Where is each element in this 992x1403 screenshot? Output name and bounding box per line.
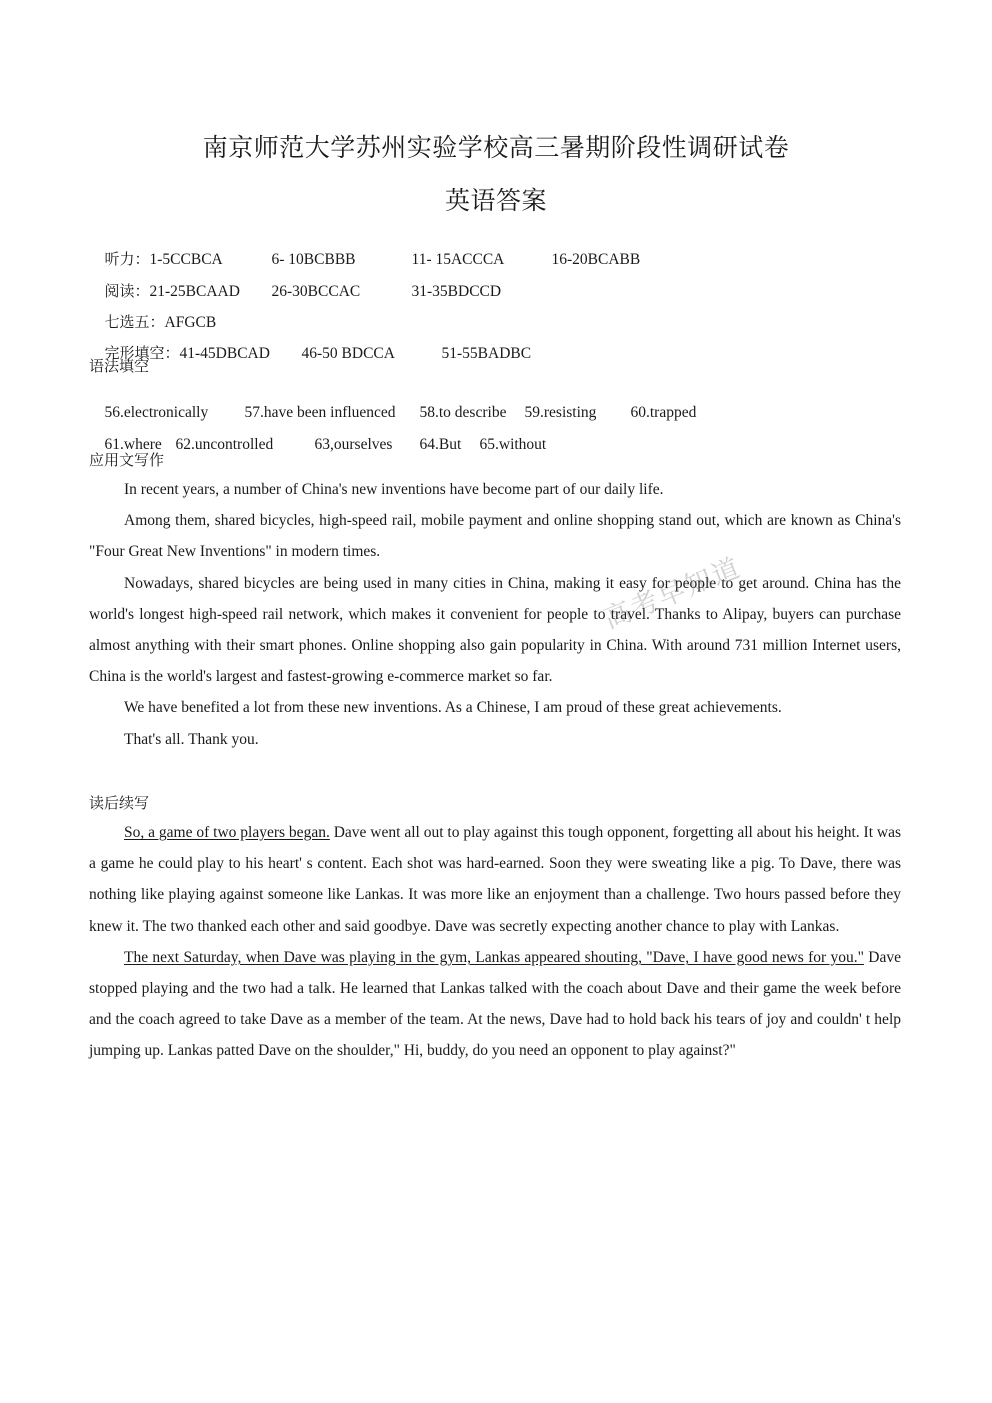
cloze-group-1: 41-45DBCAD — [179, 345, 270, 362]
watermark-logo: 高考早知道 — [599, 552, 746, 636]
document-title: 南京师范大学苏州实验学校高三暑期阶段性调研试卷 — [202, 133, 790, 162]
practical-writing-label: 应用文写作 — [89, 451, 165, 469]
essay-paragraph: We have benefited a lot from these new inventions. As a Chinese, I am proud of these great achievements. — [124, 699, 782, 717]
reading-label: 阅读： — [104, 282, 150, 300]
grammar-answer: 65.without — [479, 436, 547, 453]
reading-group-1: 21-25BCAAD — [149, 283, 240, 300]
cloze-group-3: 51-55BADBC — [441, 345, 532, 362]
grammar-answer: 62.uncontrolled — [175, 436, 274, 453]
document-subtitle: 英语答案 — [444, 186, 547, 215]
listening-group-2: 6- 10BCBBB — [271, 251, 356, 268]
reading-group-2: 26-30BCCAC — [271, 283, 361, 300]
story-text: Dave stopped playing and the two had a talk. He learned that Lankas talked with the coach about Dave and their game the week before and the coach agreed to take Dave as a member of the team. At the news, Dave had to hold back his tears of joy and couldn' t help jumping up. Lankas patted Dave on the shoulder," Hi, buddy, do you need an opponent to play against?" — [89, 948, 902, 1060]
essay-paragraph: Among them, shared bicycles, high-speed rail, mobile payment and online shopping stand out, which are known as China's "Four Great New Inventions" in modern times. — [89, 512, 901, 561]
seven-choose-five-label: 七选五： — [104, 313, 165, 331]
story-text: Dave went all out to play against this tough opponent, forgetting all about his height. It was a game he could play to his heart' s content. Each shot was hard-earned. Soon they were sweating like a pig. To Dave, there was nothing like playing against someone like Lankas. It was more like an enjoyment than a challenge. Two hours passed before they knew it. The two thanked each other and said goodbye. Dave was secretly expecting another chance to play with Lankas. — [89, 824, 902, 935]
cloze-answers — [89, 324, 531, 381]
listening-group-4: 16-20BCABB — [551, 251, 641, 268]
essay-paragraph: Nowadays, shared bicycles are being used in many cities in China, making it easy for people to get around. China has the world's longest high-speed rail network, which makes it convenient for people to travel. Thanks to Alipay, buyers can purchase almost anything with their smart phones. Online shopping also gain popularity in China. With around 731 million Internet users, China is the world's largest and fastest-growing e-commerce market so far. — [89, 574, 901, 686]
grammar-answer: 60.trapped — [630, 404, 697, 421]
listening-label: 听力： — [104, 250, 150, 268]
reading-group-3: 31-35BDCCD — [411, 283, 502, 300]
grammar-answer: 63,ourselves — [314, 436, 393, 453]
essay-paragraph: In recent years, a number of China's new inventions have become part of our daily life. — [124, 481, 664, 498]
grammar-section-label: 语法填空 — [89, 357, 150, 375]
cloze-group-2: 46-50 BDCCA — [301, 345, 395, 362]
grammar-answer: 57.have been influenced — [244, 404, 396, 421]
seven-choose-five-value: AFGCB — [164, 314, 217, 331]
listening-group-1: 1-5CCBCA — [149, 251, 223, 268]
listening-group-3: 11- 15ACCCA — [411, 251, 505, 268]
story-paragraph — [89, 817, 901, 942]
story-paragraph — [89, 942, 901, 1067]
grammar-answer: 61.where — [104, 436, 162, 453]
continuation-writing-label: 读后续写 — [89, 794, 150, 812]
continuation-writing-essay — [89, 817, 901, 1067]
essay-paragraph: That's all. Thank you. — [124, 730, 259, 748]
grammar-answer: 59.resisting — [524, 404, 597, 421]
grammar-answer: 58.to describe — [419, 404, 507, 421]
given-opening-sentence: So, a game of two players began. — [124, 824, 330, 841]
grammar-answer: 64.But — [419, 436, 462, 453]
practical-writing-essay — [89, 474, 901, 755]
given-opening-sentence: The next Saturday, when Dave was playing in the gym, Lankas appeared shouting, "Dave, I have good news for you." — [124, 948, 864, 966]
cloze-label: 完形填空： — [104, 344, 180, 362]
grammar-answer: 56.electronically — [104, 404, 209, 421]
